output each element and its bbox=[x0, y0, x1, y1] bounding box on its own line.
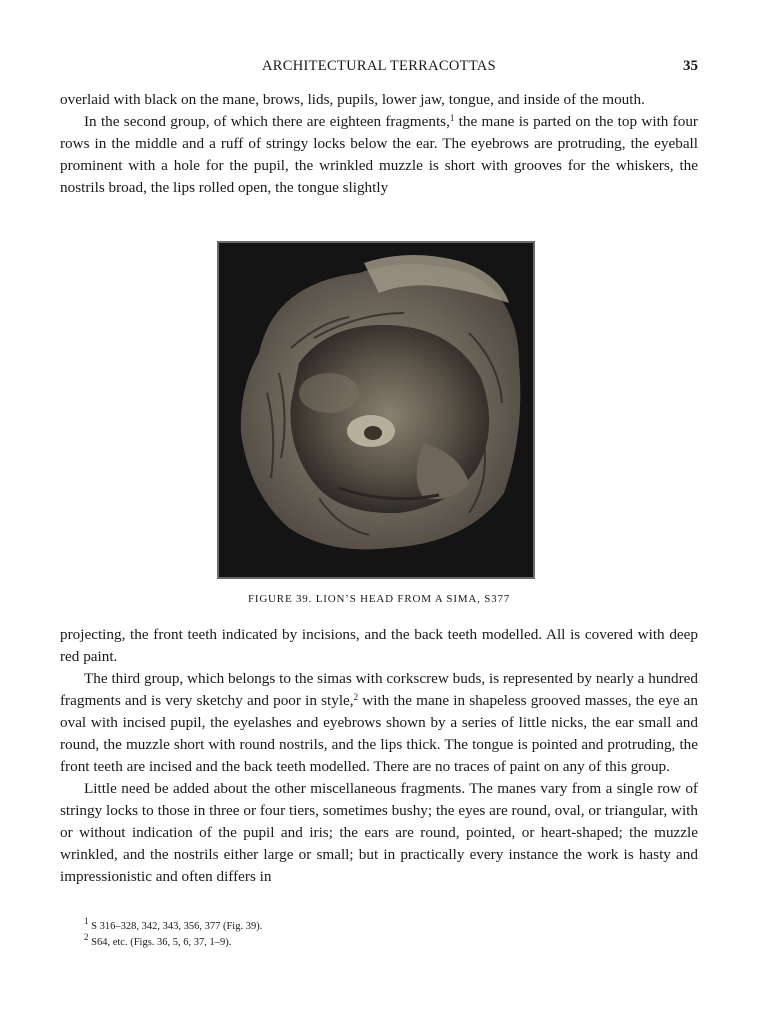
footnote-ref-1[interactable]: 1 bbox=[449, 113, 455, 123]
paragraph-text: with the mane in shapeless grooved masses, the eye an oval with incised pupil, the eyelashes and eyebrows shown by a series of little nicks, the ear small and round, the muzzle short with round nostrils, and the lips thick. The tongue is pointed and protruding, the front teeth are incised and the back teeth modelled. There are no traces of paint on any of this group. bbox=[60, 692, 698, 775]
body-text-top bbox=[60, 89, 698, 199]
body-text-bottom bbox=[60, 624, 698, 888]
paragraph-text: The third group, which belongs to the simas with corkscrew buds, is represented by nearly a hundred fragments and is very sketchy and poor in style, bbox=[60, 670, 698, 709]
paragraph-miscellaneous: Little need be added about the other miscellaneous fragments. The manes vary from a single row of stringy locks to those in three or four tiers, sometimes bushy; the eyes are round, oval, or triangular, with or without indication of the pupil and iris; the ears are round, pointed, or heart-shaped; the muzzle wrinkled, and the nostrils either large or small; but in practically every instance the work is hasty and impressionistic and often differs in bbox=[60, 780, 698, 885]
page-header bbox=[60, 58, 698, 78]
paragraph-text: In the second group, of which there are eighteen fragments, bbox=[84, 113, 450, 130]
paragraph-third-group bbox=[60, 668, 698, 778]
footnote-text: S 316–328, 342, 343, 356, 377 (Fig. 39). bbox=[91, 921, 263, 932]
footnotes bbox=[84, 916, 263, 951]
figure-caption: FIGURE 39. LION’S HEAD FROM A SIMA, S377 bbox=[247, 593, 511, 605]
page-number: 35 bbox=[683, 58, 698, 74]
figure-39-photo bbox=[217, 241, 535, 579]
footnote-text: S64, etc. (Figs. 36, 5, 6, 37, 1–9). bbox=[91, 937, 232, 948]
running-head: ARCHITECTURAL TERRACOTTAS bbox=[262, 58, 496, 74]
paragraph-continuation: overlaid with black on the mane, brows, lids, pupils, lower jaw, tongue, and inside of the mouth. bbox=[60, 91, 645, 108]
paragraph-second-group bbox=[60, 111, 698, 199]
footnote-ref-2[interactable]: 2 bbox=[353, 692, 359, 702]
paragraph-text: the mane is parted on the top with four rows in the middle and a ruff of stringy locks below the ear. The eyebrows are protruding, the eyeball prominent with a hole for the pupil, the wrinkled muzzle is short with grooves for the whiskers, the nostrils broad, the lips rolled open, the tongue slightly bbox=[60, 113, 698, 196]
footnote-2 bbox=[84, 932, 262, 951]
lion-head-image bbox=[219, 243, 533, 577]
paragraph-continuation: projecting, the front teeth indicated by incisions, and the back teeth modelled. All is covered with deep red paint. bbox=[60, 626, 698, 665]
footnote-mark: 2 bbox=[84, 932, 89, 942]
footnote-1 bbox=[84, 916, 263, 935]
footnote-mark: 1 bbox=[84, 916, 89, 926]
